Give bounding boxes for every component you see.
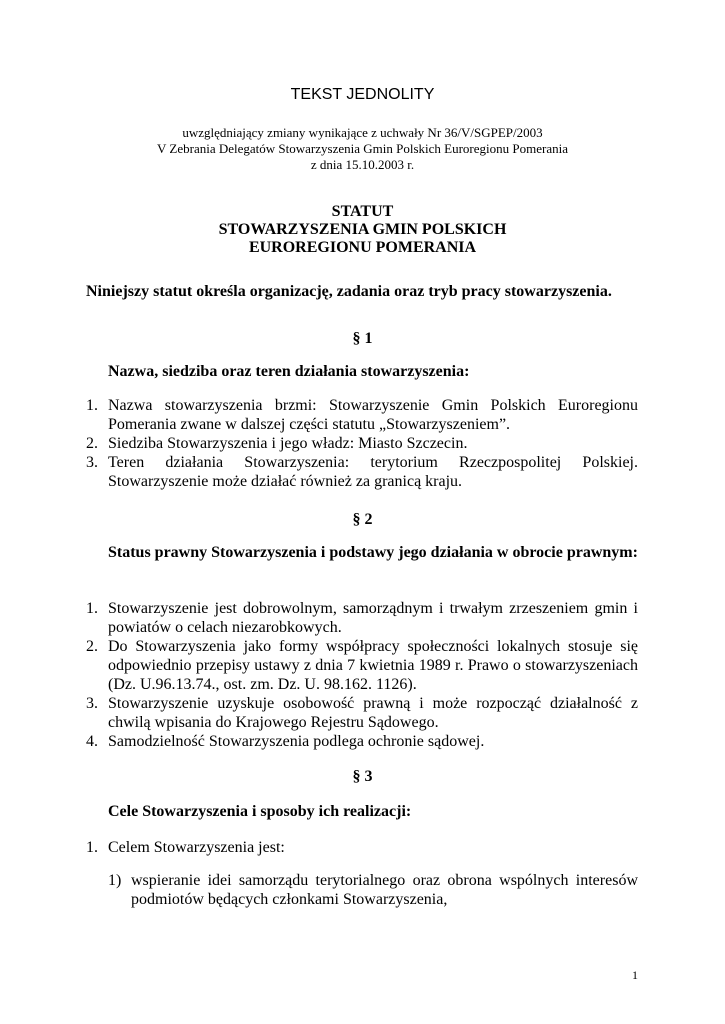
list-item: 2. Do Stowarzyszenia jako formy współpracy społeczności lokalnych stosuje się odpowiednio przepisy ustawy z dnia 7 kwietnia 1989 r. Prawo o stowarzyszeniach (Dz. U.96.13.74., ost. zm. Dz. U. 98.162. 1126). [86,638,638,693]
section-2-list [86,599,638,751]
section-1-list [86,396,638,491]
section-1-heading: Nazwa, siedziba oraz teren działania stowarzyszenia: [108,363,470,380]
subtitle-line: V Zebrania Delegatów Stowarzyszenia Gmin Polskich Euroregionu Pomerania [157,141,568,156]
statut-line: EUROREGIONU POMERANIA [248,239,477,256]
section-3-symbol: § 3 [352,768,373,785]
section-1-symbol: § 1 [352,330,373,347]
page-number: 1 [632,968,638,982]
section-3-sublist [86,871,638,909]
subtitle-line: uwzględniający zmiany wynikające z uchwały Nr 36/V/SGPEP/2003 [182,125,543,140]
list-item: 1. Celem Stowarzyszenia jest: [86,839,285,856]
section-2-symbol: § 2 [352,511,373,528]
section-3-heading: Cele Stowarzyszenia i sposoby ich realizacji: [108,803,412,820]
list-item: 3. Teren działania Stowarzyszenia: terytorium Rzeczpospolitej Polskiej. Stowarzyszenie może działać również za granicą kraju. [86,454,638,490]
subtitle-line: z dnia 15.10.2003 r. [310,157,415,172]
list-item: 1. Nazwa stowarzyszenia brzmi: Stowarzyszenie Gmin Polskich Euroregionu Pomerania zwane w dalszej części statutu „Stowarzyszeniem”. [86,397,638,433]
list-item: 2. Siedziba Stowarzyszenia i jego władz: Miasto Szczecin. [86,435,468,452]
subtitle [0,125,725,173]
list-item: 3. Stowarzyszenie uzyskuje osobowość prawną i może rozpocząć działalność z chwilą wpisania do Krajowego Rejestru Sądowego. [86,695,638,731]
statut-line: STOWARZYSZENIA GMIN POLSKICH [218,221,507,238]
list-item: 4. Samodzielność Stowarzyszenia podlega ochronie sądowej. [86,733,485,750]
section-2-heading: Status prawny Stowarzyszenia i podstawy jego działania w obrocie prawnym: [108,544,638,561]
statut-line: STATUT [331,203,394,220]
document-title: TEKST JEDNOLITY [290,86,435,103]
intro-text: Niniejszy statut określa organizację, zadania oraz tryb pracy stowarzyszenia. [86,283,612,300]
list-item: 1. Stowarzyszenie jest dobrowolnym, samorządnym i trwałym zrzeszeniem gmin i powiatów o celach niezarobkowych. [86,600,638,636]
section-3-list [86,838,638,857]
statut-heading [0,203,725,257]
list-item: 1) wspieranie idei samorządu terytorialnego oraz obrona wspólnych interesów podmiotów będących członkami Stowarzyszenia, [108,872,638,908]
